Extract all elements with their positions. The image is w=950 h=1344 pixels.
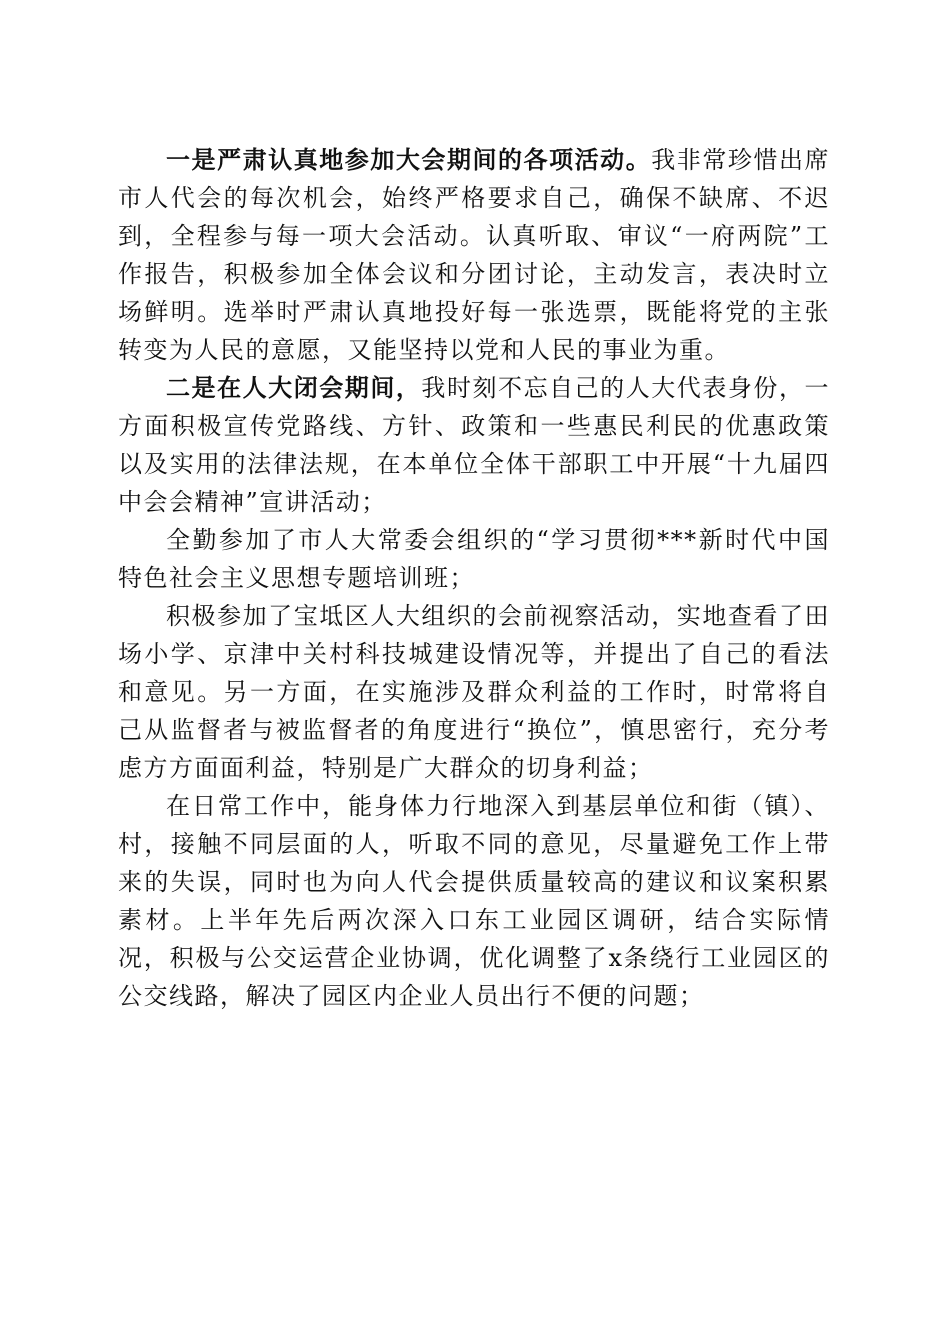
document-body (118, 141, 830, 1015)
paragraph-5-text: 在日常工作中，能身体力行地深入到基层单位和街（镇）、村，接触不同层面的人，听取不同的意见，尽量避免工作上带来的失误，同时也为向人代会提供质量较高的建议和议案积累素材。上半年先后两次深入口东工业园区调研，结合实际情况，积极与公交运营企业协调，优化调整了x条绕行工业园区的公交线路，解决了园区内企业人员出行不便的问题； (118, 792, 830, 1010)
paragraph-2-lead: 二是在人大闭会期间， (166, 373, 422, 402)
paragraph-2 (118, 369, 830, 521)
paragraph-4-text: 积极参加了宝坻区人大组织的会前视察活动，实地查看了田场小学、京津中关村科技城建设情况等，并提出了自己的看法和意见。另一方面，在实施涉及群众利益的工作时，时常将自己从监督者与被监督者的角度进行“换位”，慎思密行，充分考虑方方面面利益，特别是广大群众的切身利益； (118, 602, 830, 782)
paragraph-3-text: 全勤参加了市人大常委会组织的“学习贯彻***新时代中国特色社会主义思想专题培训班； (118, 526, 830, 592)
paragraph-1 (118, 141, 830, 369)
paragraph-1-lead: 一是严肃认真地参加大会期间的各项活动。 (166, 145, 652, 174)
paragraph-1-text: 我非常珍惜出席市人代会的每次机会，始终严格要求自己，确保不缺席、不迟到，全程参与每一项大会活动。认真听取、审议“一府两院”工作报告，积极参加全体会议和分团讨论，主动发言，表决时立场鲜明。选举时严肃认真地投好每一张选票，既能将党的主张转变为人民的意愿，又能坚持以党和人民的事业为重。 (118, 146, 831, 364)
paragraph-4 (118, 597, 830, 787)
paragraph-3 (118, 521, 830, 597)
paragraph-5 (118, 787, 830, 1015)
paragraph-2-text: 我时刻不忘自己的人大代表身份，一方面积极宣传党路线、方针、政策和一些惠民利民的优惠政策以及实用的法律法规，在本单位全体干部职工中开展“十九届四中会会精神”宣讲活动； (118, 374, 831, 516)
